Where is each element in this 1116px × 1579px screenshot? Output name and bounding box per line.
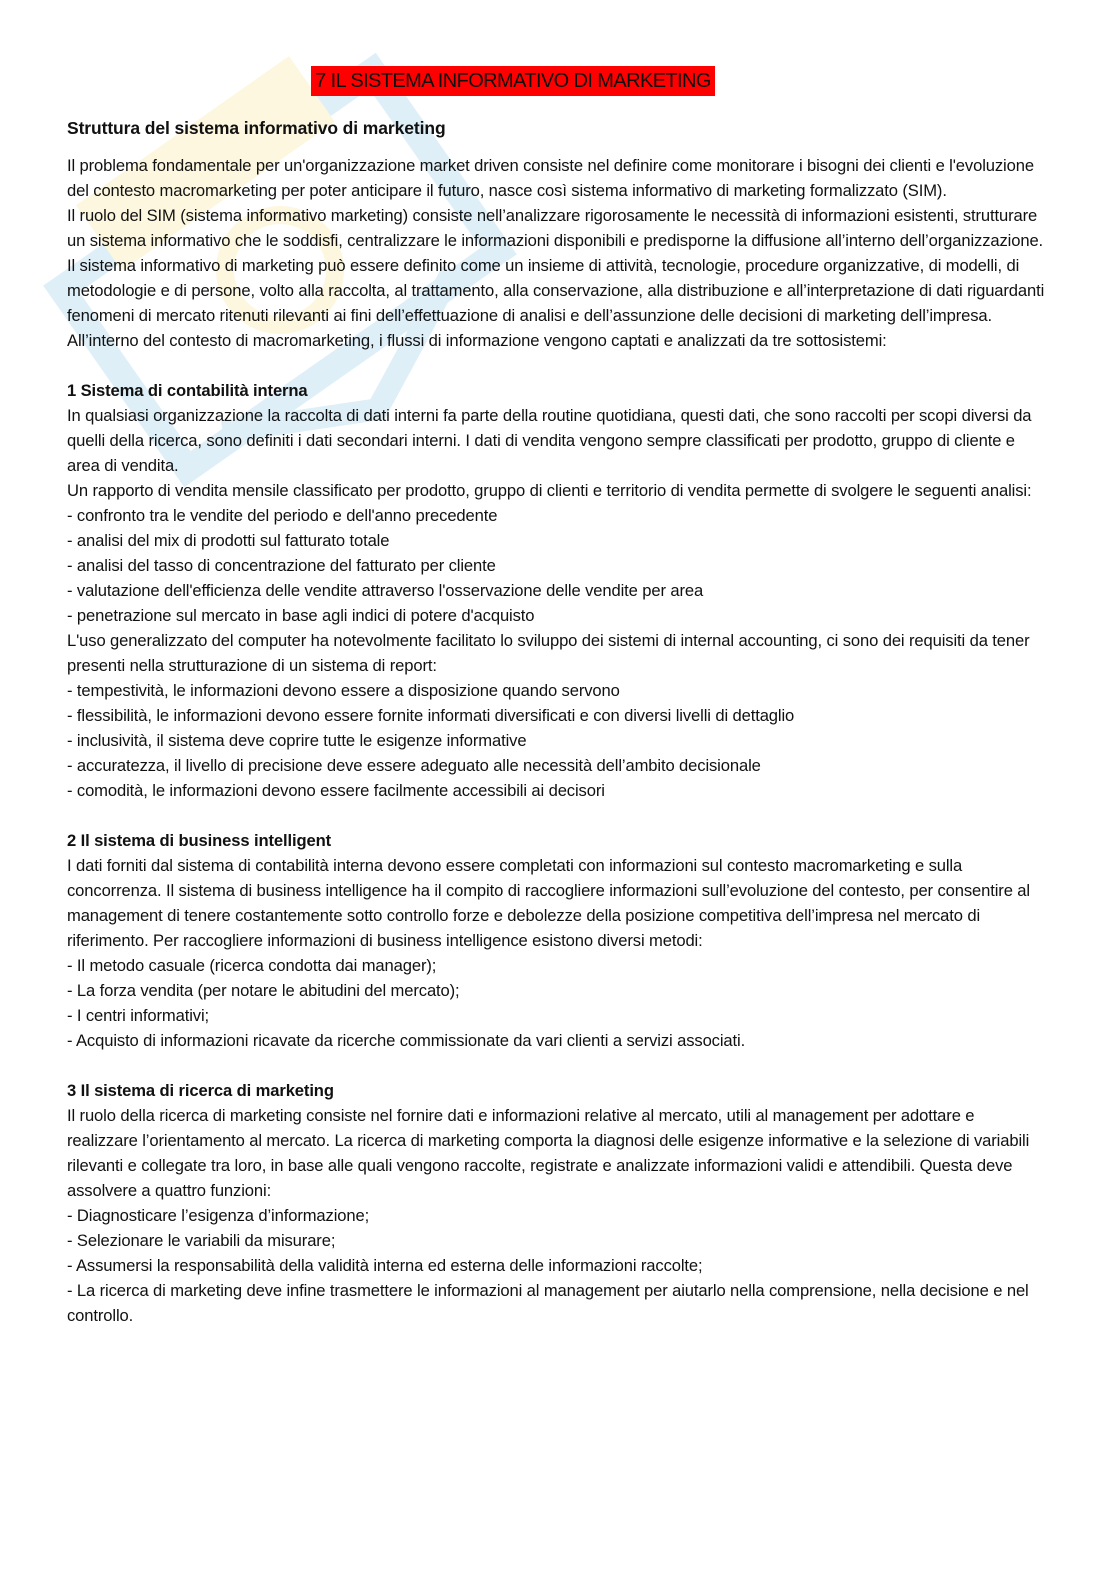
list-item: - La forza vendita (per notare le abitudini del mercato); [67,981,460,1000]
page-title: 7 IL SISTEMA INFORMATIVO DI MARKETING [311,66,715,96]
list-item: - penetrazione sul mercato in base agli indici di potere d'acquisto [67,606,535,625]
section-heading-3: 3 Il sistema di ricerca di marketing [67,1081,334,1100]
list-item: - valutazione dell'efficienza delle vendite attraverso l'osservazione delle vendite per area [67,581,704,600]
list-item: - confronto tra le vendite del periodo e dell'anno precedente [67,506,498,525]
list-item: - comodità, le informazioni devono essere facilmente accessibili ai decisori [67,781,605,800]
list-item: - analisi del tasso di concentrazione del fatturato per cliente [67,556,496,575]
list-item: - Il metodo casuale (ricerca condotta dai manager); [67,956,437,975]
list-item: - analisi del mix di prodotti sul fatturato totale [67,531,390,550]
list-item: - inclusività, il sistema deve coprire tutte le esigenze informative [67,731,527,750]
paragraph: Il ruolo del SIM (sistema informativo marketing) consiste nell’analizzare rigorosamente le necessità di informazioni esistenti, strutturare un sistema informativo che le soddisfi, centralizzare le informazioni disponibili e predisporne la diffusione all’interno dell’organizzazione. [67,206,1044,250]
paragraph: In qualsiasi organizzazione la raccolta di dati interni fa parte della routine quotidiana, questi dati, che sono raccolti per scopi diversi da quelli della ricerca, sono definiti i dati secondari interni. I dati di vendita vengono sempre classificati per prodotto, gruppo di cliente e area di vendita. [67,406,1032,475]
paragraph: Il sistema informativo di marketing può essere definito come un insieme di attività, tecnologie, procedure organizzative, di modelli, di metodologie e di persone, volto alla raccolta, al trattamento, alla conservazione, alla distribuzione e all’interpretazione di dati riguardanti fenomeni di mercato ritenuti rilevanti ai fini dell’effettuazione di analisi e dell’assunzione delle decisioni di marketing dell’impresa. [67,256,1045,325]
list-item: - Diagnosticare l’esigenza d’informazione; [67,1206,370,1225]
intro-text [67,153,1047,1328]
list-item: - accuratezza, il livello di precisione deve essere adeguato alle necessità dell’ambito decisionale [67,756,761,775]
paragraph: Il problema fondamentale per un'organizzazione market driven consiste nel definire come monitorare i bisogni dei clienti e l'evoluzione del contesto macromarketing per poter anticipare il futuro, nasce così sistema informativo di marketing formalizzato (SIM). [67,156,1034,200]
section-heading-2: 2 Il sistema di business intelligent [67,831,332,850]
paragraph: All’interno del contesto di macromarketing, i flussi di informazione vengono captati e analizzati da tre sottosistemi: [67,331,887,350]
section-subtitle: Struttura del sistema informativo di marketing [67,118,446,138]
paragraph: I dati forniti dal sistema di contabilità interna devono essere completati con informazioni sul contesto macromarketing e sulla concorrenza. Il sistema di business intelligence ha il compito di raccogliere informazioni sull’evoluzione del contesto, per consentire al management di tenere costantemente sotto controllo forze e debolezze della posizione competitiva dell’impresa nel mercato di riferimento. Per raccogliere informazioni di business intelligence esistono diversi metodi: [67,856,1030,950]
list-item: - Assumersi la responsabilità della validità interna ed esterna delle informazioni raccolte; [67,1256,703,1275]
list-item: - flessibilità, le informazioni devono essere fornite informati diversificati e con diversi livelli di dettaglio [67,706,795,725]
list-item: - tempestività, le informazioni devono essere a disposizione quando servono [67,681,620,700]
document-page [67,66,1047,1328]
list-item: - Acquisto di informazioni ricavate da ricerche commissionate da vari clienti a servizi associati. [67,1031,746,1050]
paragraph: Il ruolo della ricerca di marketing consiste nel fornire dati e informazioni relative al mercato, utili al management per adottare e realizzare l’orientamento al mercato. La ricerca di marketing comporta la diagnosi delle esigenze informative e la selezione di variabili rilevanti e collegate tra loro, in base alle quali vengono raccolte, registrate e analizzate informazioni validi e attendibili. Questa deve assolvere a quattro funzioni: [67,1106,1030,1200]
section-heading-1: 1 Sistema di contabilità interna [67,381,308,400]
list-item: - La ricerca di marketing deve infine trasmettere le informazioni al management per aiutarlo nella comprensione, nella decisione e nel controllo. [67,1281,1029,1325]
paragraph: L'uso generalizzato del computer ha notevolmente facilitato lo sviluppo dei sistemi di internal accounting, ci sono dei requisiti da tener presenti nella strutturazione di un sistema di report: [67,631,1030,675]
list-item: - Selezionare le variabili da misurare; [67,1231,336,1250]
paragraph: Un rapporto di vendita mensile classificato per prodotto, gruppo di clienti e territorio di vendita permette di svolgere le seguenti analisi: [67,481,1032,500]
list-item: - I centri informativi; [67,1006,210,1025]
